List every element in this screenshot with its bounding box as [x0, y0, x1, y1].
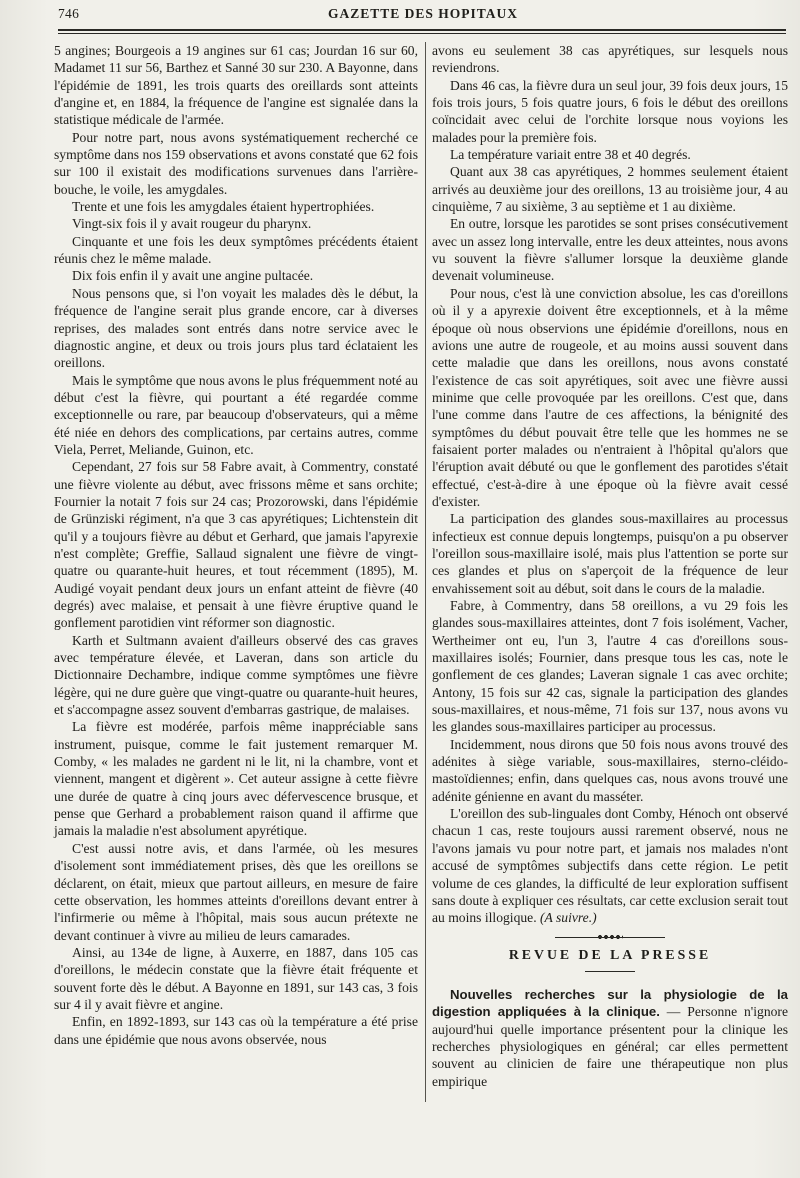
- paragraph: Ainsi, au 134e de ligne, à Auxerre, en 1887, dans 105 cas d'oreillons, le médecin constate que la fièvre était fréquente et souvent forte dès le début. A Bayonne en 1891, sur 143 cas, 3 fois sur 4 il y avait fièvre et angine.: [54, 944, 418, 1012]
- paragraph: C'est aussi notre avis, et dans l'armée, où les mesures d'isolement sont immédiatement prises, dès que les oreillons se déclarent, on était, mieux que partout ailleurs, en mesure de faire cette observation, les hommes atteints d'oreillons devant entrer à l'infirmerie ou même à l'hôpital, mais sous aucun prétexte ne devant continuer à vivre au milieu de leurs camarades.: [54, 840, 418, 943]
- ornament: [597, 934, 623, 940]
- paragraph: Trente et une fois les amygdales étaient hypertrophiées.: [72, 199, 375, 215]
- journal-title: GAZETTE DES HOPITAUX: [327, 6, 519, 21]
- article-text: — Personne n'ignore aujourd'hui quelle importance présentent pour la clinique les recherches physiologiques en général; car elles permettent souvent au clinicien de faire une thérapeutique non plus empirique: [432, 1004, 788, 1089]
- left-column: [54, 42, 418, 1048]
- header-rule-thin: [58, 33, 786, 34]
- paragraph: La participation des glandes sous-maxillaires au processus infectieux est connue depuis longtemps, puisqu'on a pu observer l'oreillon sous-maxillaire isolé, mais plus l'attention se porte sur ces glandes et plus on s'aperçoit de la fréquence de leur envahissement soit au début, soit dans le cours de la maladie.: [432, 511, 788, 596]
- paragraph: Nous pensons que, si l'on voyait les malades dès le début, la fréquence de l'angine serait plus grande encore, car à diverses reprises, des malades sont entrés dans notre service avec le diagnostic angine, et deux ou trois jours plus tard éclataient les oreillons.: [54, 285, 418, 371]
- paragraph: avons eu seulement 38 cas apyrétiques, sur lesquels nous reviendrons.: [432, 43, 788, 76]
- section-title: REVUE DE LA PRESSE: [508, 946, 712, 962]
- paragraph: La température variait entre 38 et 40 degrés.: [450, 147, 691, 163]
- paragraph: Incidemment, nous dirons que 50 fois nous avons trouvé des adénites à siège variable, sous-maxillaires, sterno-cléido-mastoïdiennes; enfin, dans quelques cas, nous avons trouvé une adénite génienne en avant du masséter.: [432, 736, 788, 804]
- article-paragraph: [432, 986, 788, 1090]
- paragraph-last: [432, 805, 788, 926]
- paragraph: Enfin, en 1892-1893, sur 143 cas où la température a été prise dans une épidémie que nous avons observée, nous: [54, 1014, 418, 1047]
- paragraph: Cinquante et une fois les deux symptômes précédents étaient réunis chez le même malade.: [54, 233, 418, 267]
- paragraph: 5 angines; Bourgeois a 19 angines sur 61 cas; Jourdan 16 sur 60, Madamet 11 sur 56, Barthez et Sanné 30 sur 230. A Bayonne, dans l'épidémie de 1891, les trois quarts des oreillards sont atteints d'angine et, en 1884, la fréquence de l'angine est signalée dans la statistique médicale de l'armée.: [54, 43, 418, 128]
- paragraph: Dans 46 cas, la fièvre dura un seul jour, 39 fois deux jours, 15 fois trois jours, 5 fois quatre jours, 6 fois le début des oreillons coïncidait avec celui de l'orchite lorsque nous voyions les malades pour la première fois.: [432, 77, 788, 145]
- paragraph: Pour notre part, nous avons systématiquement recherché ce symptôme dans nos 159 observations et avons constaté que 62 fois sur 100 il existait des modifications survenues dans l'arrière-bouche, le voile, les amygdales.: [54, 129, 418, 197]
- paragraph: Fabre, à Commentry, dans 58 oreillons, a vu 29 fois les glandes sous-maxillaires atteintes, dont 7 fois isolément, Vacher, Wertheimer ont eu, l'un 3, l'autre 4 cas d'oreillons sous-maxillaires isolés; Fournier, dans presque tous les cas, note le gonflement de ces glandes; Laveran signale 1 cas avec orchite; Antony, 15 fois sur 42 cas, signale la participation des glandes sous-maxillaires, et nous-même, 71 fois sur 137, nous avons vu les glandes sous-maxillaires participer au processus.: [432, 598, 788, 735]
- right-column: [432, 42, 788, 1090]
- paragraph: Vingt-six fois il y avait rougeur du pharynx.: [72, 216, 312, 232]
- to-be-continued: (A suivre.): [540, 910, 597, 926]
- paragraph: La fièvre est modérée, parfois même inappréciable sans instrument, puisque, comme le fait justement remarquer M. Comby, « les malades ne gardent ni le lit, ni la chambre, vont et viennent, mangent et digèrent ». Cet auteur assigne à cette fièvre une durée de quatre à cinq jours avec défervescence brusque, et pense que Gerhard a probablement raison quand il affirme que jamais la maladie n'est absolument apyrétique.: [54, 719, 418, 839]
- paragraph: Dix fois enfin il y avait une angine pultacée.: [72, 268, 314, 284]
- section-rule: [585, 971, 635, 972]
- paragraph-text: L'oreillon des sub-linguales dont Comby, Hénoch ont observé chacun 1 cas, reste toujours aussi rarement observé, nous ne l'avons jamais vu pour notre part, et jamais nos malades n'ont accusé de symptômes subjectifs dans cette région. Le petit volume de ces glandes, la difficulté de leur exploration suffisent sans doute à expliquer ces résultats, car cette exclusion serait tout au moins illogique.: [432, 806, 788, 926]
- paragraph: En outre, lorsque les parotides se sont prises consécutivement avec un assez long intervalle, entre les deux atteintes, nous avons vu souvent la fièvre s'allumer lorsque la deuxième glande devenait volumineuse.: [432, 216, 788, 284]
- column-divider: [425, 42, 426, 1102]
- page-number: 746: [58, 6, 80, 21]
- paragraph: Mais le symptôme que nous avons le plus fréquemment noté au début c'est la fièvre, qui pourtant a été regardée comme exceptionnelle ou rare, par beaucoup d'observateurs, qui a même été niée en dehors des complications, par certains autres, comme Viela, Perret, Meliande, Guinon, etc.: [54, 372, 418, 457]
- article-title: Nouvelles recherches sur la physiologie de la digestion appliquées à la clinique.: [432, 986, 788, 1020]
- page-header: [58, 4, 788, 26]
- article-end-rule: [555, 937, 665, 938]
- header-rule-thick: [58, 29, 786, 31]
- paragraph: Cependant, 27 fois sur 58 Fabre avait, à Commentry, constaté une fièvre violente au début, avec frissons même et sans orchite; Fournier la notait 7 fois sur 24 cas; Prozorowski, dans l'épidémie de Grünziski régiment, n'a que 3 cas apyrétiques; Lichtenstein dit qu'il y a toujours fièvre au début et Gerhard, que jamais l'apyrexie n'est complète; Greffie, Sallaud signalent une fièvre de vingt-quatre ou quarante-huit heures, et tout récemment (1895), M. Audigé voyait pendant deux jours un enfant atteint de fièvre (40 degrés) avec malaise, et pensait à une fièvre éruptive quand le gonflement parotidien vint réformer son diagnostic.: [54, 459, 418, 631]
- paragraph: Pour nous, c'est là une conviction absolue, les cas d'oreillons où il y a apyrexie doivent être exceptionnels, et à la même époque où nous observions une épidémie d'oreillons, nous en avions une autre de rougeole, et au moins aussi souvent dans cette maladie que dans les oreillons, nous avons constaté l'existence de cas soit apyrétiques, soit avec une fièvre aussi minime que celle provoquée par les oreillons. C'est que, dans l'une comme dans l'autre de ces affections, la bénignité des symptômes du début pouvait être telle que les hommes ne se faisaient porter malades ou n'entraient à l'hôpital qu'alors que l'éruption avait débuté ou que le gonflement des parotides s'était effectué, c'est-à-dire à une époque où la fièvre avait cessé d'exister.: [432, 285, 788, 509]
- paragraph: Quant aux 38 cas apyrétiques, 2 hommes seulement étaient arrivés au deuxième jour des oreillons, 13 au troisième jour, 4 au cinquième, 7 au sixième, 3 au septième et 1 au dixième.: [432, 164, 788, 215]
- paragraph: Karth et Sultmann avaient d'ailleurs observé des cas graves avec température élevée, et Laveran, dans son article du Dictionnaire Dechambre, indique comme symptômes une fièvre légère, qui ne dure guère que vingt-quatre ou quarante-huit heures, et s'accompagne assez souvent d'embarras gastrique, de malaises.: [54, 632, 418, 718]
